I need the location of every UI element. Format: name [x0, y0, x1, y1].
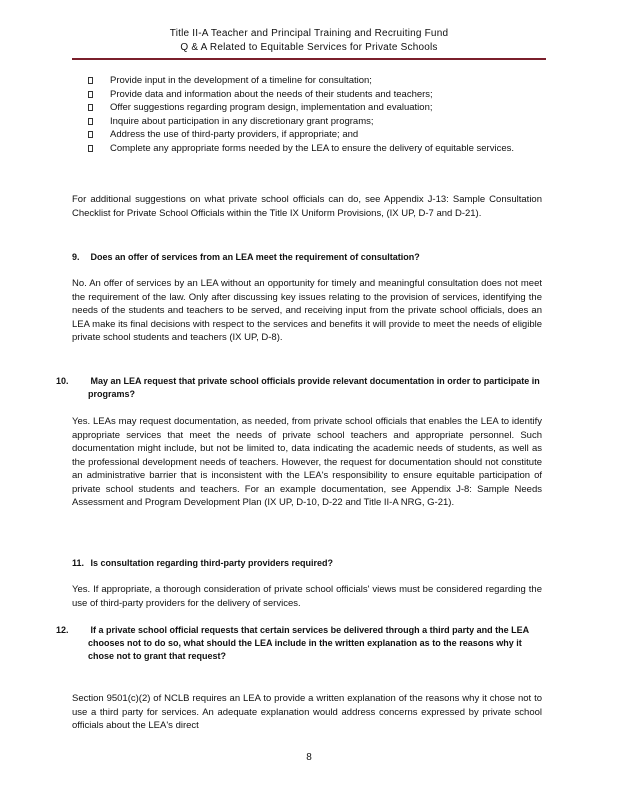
- bullet-box-icon: [88, 77, 93, 84]
- header-title-line-1: Title II-A Teacher and Principal Training and Recruiting Fund: [169, 28, 449, 39]
- question-text: May an LEA request that private school officials provide relevant documentation in order to participate in programs?: [88, 376, 540, 399]
- question-9: [72, 251, 542, 264]
- question-number: 11.: [72, 558, 85, 568]
- answer-9: No. An offer of services by an LEA without an opportunity for timely and meaningful consultation does not meet the requirement of the law. Only after discussing key issues relating to the provision of services, identifying the needs of the students and teachers to be served, and receiving input from the private school officials, does an LEA make its final decisions with respect to the services and benefits it will provide to meet the needs of eligible private school students and teachers (IX UP, D-8).: [72, 278, 542, 343]
- question-number: 12.: [56, 625, 69, 635]
- question-10: [56, 375, 542, 401]
- page-number: 8: [306, 752, 312, 763]
- header-rule: [72, 58, 546, 60]
- list-item: Provide data and information about the needs of their students and teachers;: [88, 88, 538, 102]
- bullet-list: [88, 74, 538, 155]
- question-12: [56, 624, 542, 663]
- question-text: Does an offer of services from an LEA meet the requirement of consultation?: [90, 252, 420, 262]
- answer-12: Section 9501(c)(2) of NCLB requires an LEA to provide a written explanation of the reasons why it chose not to use a third party for services. An adequate explanation would address concerns expressed by private school officials about the LEA's direct: [72, 693, 542, 731]
- bullet-box-icon: [88, 118, 93, 125]
- list-item: Inquire about participation in any discretionary grant programs;: [88, 115, 538, 129]
- header-title-line-2: Q & A Related to Equitable Services for Private Schools: [180, 42, 438, 53]
- question-text: If a private school official requests that certain services be delivered through a third party and the LEA chooses not to do so, what should the LEA include in the written explanation as to the reasons why it chose not to grant that request?: [88, 625, 529, 661]
- answer-11: Yes. If appropriate, a thorough consideration of private school officials' views must be considered regarding the use of third-party providers for the delivery of services.: [72, 584, 542, 609]
- answer-10: Yes. LEAs may request documentation, as needed, from private school officials that enables the LEA to identify appropriate services that meet the needs of private school teachers and appropriate personnel. Such documentation might include, but not be limited to, data indicating the academic needs of students, as well as the professional development needs of teachers. However, the request for documentation should not constitute an administrative barrier that is inconsistent with the LEA's responsibility to ensure equitable participation of private school students and teachers. For an example documentation, see Appendix J-8: Sample Needs Assessment and Program Development Plan (IX UP, D-10, D-22 and Title II-A NRG, G-21).: [72, 416, 542, 508]
- question-number: 10.: [56, 376, 69, 386]
- bullet-box-icon: [88, 131, 93, 138]
- bullet-box-icon: [88, 91, 93, 98]
- list-item: Provide input in the development of a timeline for consultation;: [88, 74, 538, 88]
- bullet-box-icon: [88, 145, 93, 152]
- bullet-box-icon: [88, 104, 93, 111]
- question-number: 9.: [72, 252, 80, 262]
- question-text: Is consultation regarding third-party providers required?: [90, 558, 334, 568]
- list-item: Complete any appropriate forms needed by the LEA to ensure the delivery of equitable services.: [88, 142, 538, 156]
- list-item: Offer suggestions regarding program design, implementation and evaluation;: [88, 101, 538, 115]
- list-item: Address the use of third-party providers, if appropriate; and: [88, 128, 538, 142]
- question-11: [72, 557, 542, 570]
- paragraph-additional-suggestions: For additional suggestions on what private school officials can do, see Appendix J-13: Sample Consultation Checklist for Private School Officials within the Title IX Uniform Provisions, (IX UP, D-7 and D-21).: [72, 194, 542, 219]
